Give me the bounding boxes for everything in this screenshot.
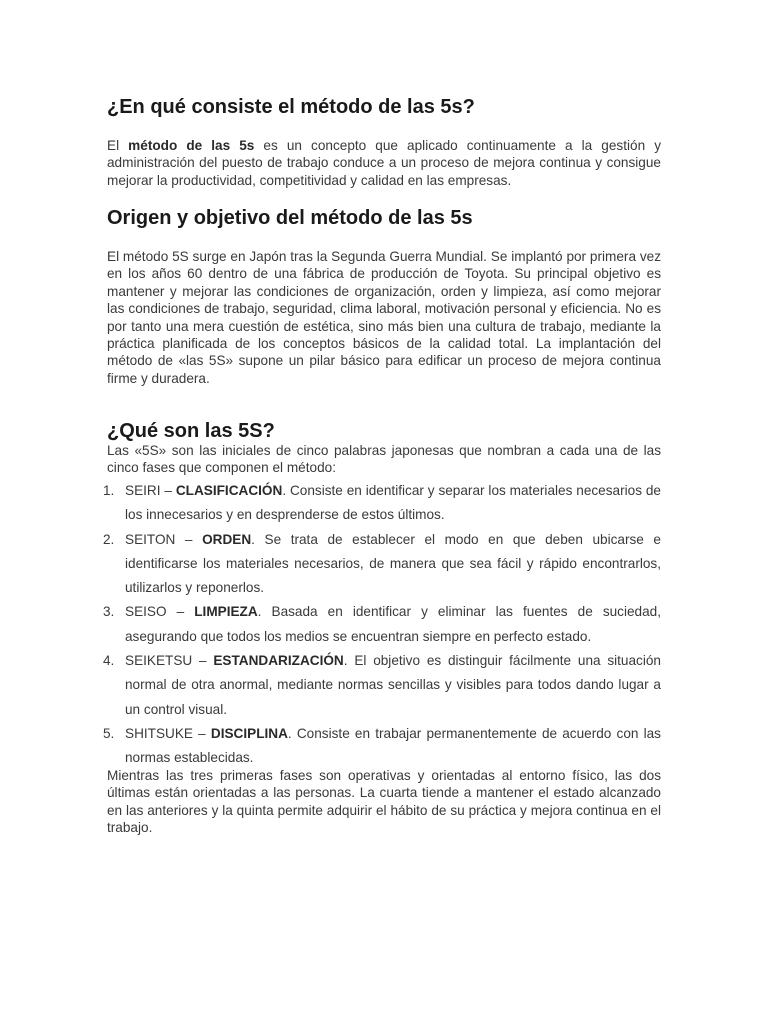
item-text: . Basada en identificar y eliminar las fuentes de suciedad, asegurando que todos los medios se encuentran siempre en perfecto estado.: [125, 604, 662, 644]
paragraph-intro: Las «5S» son las iniciales de cinco palabras japonesas que nombran a cada una de las cinco fases que componen el método:: [107, 443, 661, 476]
heading-what-are-5s: ¿Qué son las 5S?: [107, 420, 275, 442]
list-number: 1.: [103, 483, 115, 498]
item-text: . El objetivo es distinguir fácilmente una situación normal de otra anormal, mediante normas sencillas y visibles para todos dando lugar a un control visual.: [125, 653, 661, 717]
paragraph-origin: El método 5S surge en Japón tras la Segunda Guerra Mundial. Se implantó por primera vez en los años 60 dentro de una fábrica de producción de Toyota. Su principal objetivo es mantener y mejorar las condiciones de organización, orden y limpieza, así como mejorar las condiciones de trabajo, seguridad, clima laboral, motivación personal y eficiencia. No es por tanto una mera cuestión de estética, sino más bien una cultura de trabajo, mediante la práctica planificada de los conceptos básicos de la calidad total. La implantación del método de «las 5S» supone un pilar básico para edificar un proceso de mejora continua firme y duradera.: [107, 249, 661, 386]
list-number: 5.: [103, 725, 115, 741]
five-s-list: [103, 479, 662, 771]
item-bold: ORDEN: [202, 531, 252, 547]
definition-prefix: El: [107, 138, 129, 153]
item-bold: ESTANDARIZACIÓN: [213, 653, 344, 669]
list-item: [103, 649, 661, 722]
list-item: [103, 600, 662, 649]
list-item: [103, 722, 661, 771]
item-text: . Se trata de establecer el modo en que deben ubicarse e identificarse los materiales necesarios, de manera que sea fácil y rápido encontrarlos, utilizarlos y reponerlos.: [125, 531, 661, 596]
list-item: [103, 479, 661, 528]
item-name: SEITON –: [125, 531, 203, 547]
definition-bold-term: método de las 5s: [128, 138, 255, 153]
list-number: 3.: [103, 604, 115, 620]
item-name: SHITSUKE –: [125, 725, 211, 741]
item-bold: DISCIPLINA: [210, 725, 288, 741]
list-item: [103, 528, 661, 601]
item-text: . Consiste en identificar y separar los materiales necesarios de los innecesarios y en desprenderse de estos últimos.: [125, 483, 661, 523]
item-name: SEIKETSU –: [125, 653, 214, 669]
item-name: SEIRI –: [125, 483, 176, 498]
paragraph-closing: Mientras las tres primeras fases son operativas y orientadas al entorno físico, las dos últimas están orientadas a las personas. La cuarta tiende a mantener el estado alcanzado en las anteriores y la quinta permite adquirir el hábito de su práctica y mejora continua en el trabajo.: [107, 768, 661, 836]
item-text: . Consiste en trabajar permanentemente de acuerdo con las normas establecidas.: [125, 725, 661, 766]
item-bold: CLASIFICACIÓN: [175, 483, 283, 498]
item-name: SEISO –: [125, 604, 195, 620]
item-bold: LIMPIEZA: [194, 604, 258, 620]
definition-rest: es un concepto que aplicado continuamente a la gestión y administración del puesto de trabajo conduce a un proceso de mejora continua y consigue mejorar la productividad, competitividad y calidad en las empresas.: [107, 138, 662, 188]
paragraph-definition: [107, 137, 661, 189]
list-number: 4.: [103, 653, 115, 669]
list-number: 2.: [103, 531, 115, 547]
heading-what-is-5s: ¿En qué consiste el método de las 5s?: [107, 96, 475, 118]
heading-origin: Origen y objetivo del método de las 5s: [107, 207, 473, 229]
